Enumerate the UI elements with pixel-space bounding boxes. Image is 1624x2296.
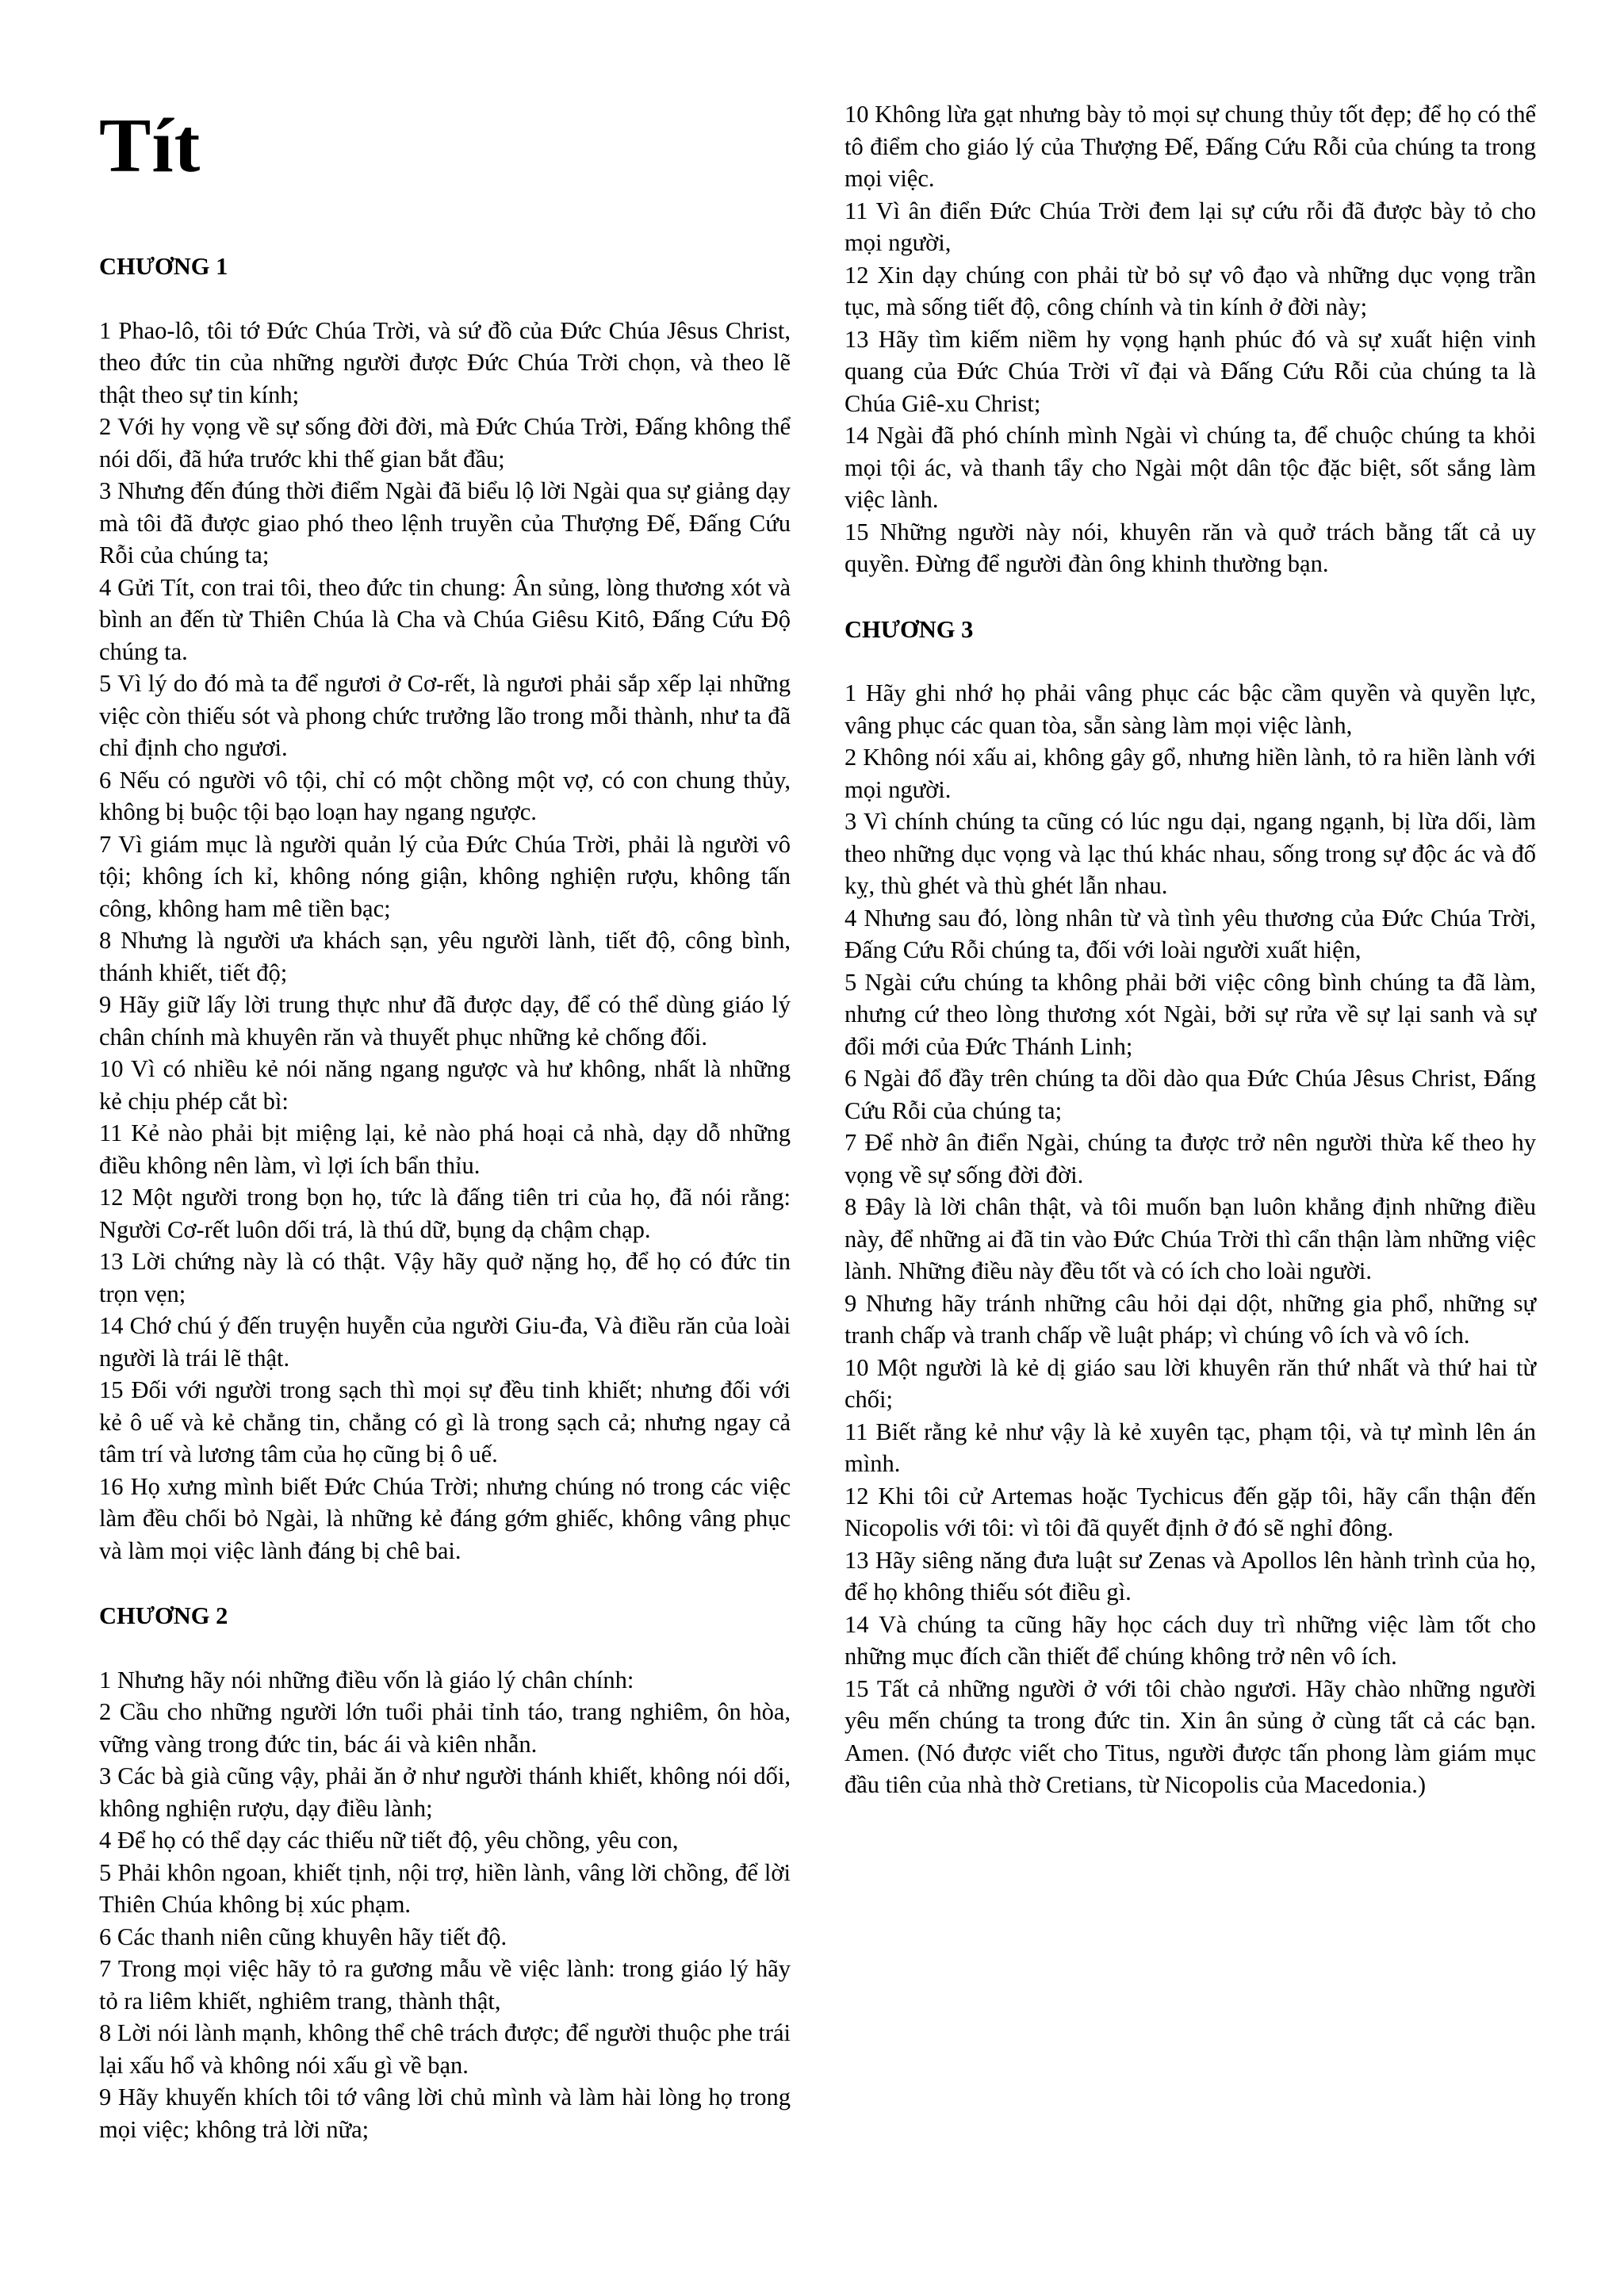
verse: 6 Các thanh niên cũng khuyên hãy tiết độ. <box>99 1923 508 1950</box>
verse: 3 Các bà già cũng vậy, phải ăn ở như người thánh khiết, không nói dối, không nghiện rượu, dạy điều lành; <box>99 1762 791 1822</box>
verse: 15 Tất cả những người ở với tôi chào ngươi. Hãy chào những người yêu mến chúng ta trong đức tin. Xin ân sủng ở cùng tất cả các bạn. Amen. (Nó được viết cho Titus, người được tấn phong làm giám mục đầu tiên của nhà thờ Cretians, từ Nicopolis của Macedonia.) <box>845 1674 1536 1798</box>
chapter-heading: CHƯƠNG 1 <box>99 253 228 280</box>
chapter-2-part-2 <box>845 98 1536 580</box>
verse: 9 Hãy giữ lấy lời trung thực như đã được dạy, để có thể dùng giáo lý chân chính mà khuyên răn và thuyết phục những kẻ chống đối. <box>99 991 791 1050</box>
verse: 6 Ngài đổ đầy trên chúng ta dồi dào qua Đức Chúa Jêsus Christ, Đấng Cứu Rỗi của chúng ta; <box>845 1065 1536 1124</box>
verse: 1 Nhưng hãy nói những điều vốn là giáo lý chân chính: <box>99 1666 634 1693</box>
verse: 1 Phao-lô, tôi tớ Đức Chúa Trời, và sứ đồ của Đức Chúa Jêsus Christ, theo đức tin của những người được Đức Chúa Trời chọn, và theo lẽ thật theo sự tin kính; <box>99 316 791 408</box>
chapter-heading: CHƯƠNG 2 <box>99 1602 228 1629</box>
verse: 4 Nhưng sau đó, lòng nhân từ và tình yêu thương của Đức Chúa Trời, Đấng Cứu Rỗi chúng ta, đối với loài người xuất hiện, <box>845 904 1536 963</box>
verse: 2 Không nói xấu ai, không gây gổ, nhưng hiền lành, tỏ ra hiền lành với mọi người. <box>845 744 1536 803</box>
book-title: Tít <box>99 103 201 189</box>
verse: 4 Gửi Tít, con trai tôi, theo đức tin chung: Ân sủng, lòng thương xót và bình an đến từ Thiên Chúa là Cha và Chúa Giêsu Kitô, Đấng Cứu Độ chúng ta. <box>99 573 791 665</box>
verse: 7 Trong mọi việc hãy tỏ ra gương mẫu về việc lành: trong giáo lý hãy tỏ ra liêm khiết, nghiêm trang, thành thật, <box>99 1955 791 2015</box>
verse: 11 Biết rằng kẻ như vậy là kẻ xuyên tạc, phạm tội, và tự mình lên án mình. <box>845 1418 1536 1477</box>
verse: 14 Chớ chú ý đến truyện huyễn của người Giu-đa, Và điều răn của loài người là trái lẽ thật. <box>99 1312 791 1372</box>
verse: 15 Đối với người trong sạch thì mọi sự đều tinh khiết; nhưng đối với kẻ ô uế và kẻ chẳng tin, chẳng có gì là trong sạch cả; nhưng ngay cả tâm trí và lương tâm của họ cũng bị ô uế. <box>99 1376 791 1468</box>
verse: 1 Hãy ghi nhớ họ phải vâng phục các bậc cầm quyền và quyền lực, vâng phục các quan tòa, sẵn sàng làm mọi việc lành, <box>845 679 1536 739</box>
verse: 10 Không lừa gạt nhưng bày tỏ mọi sự chung thủy tốt đẹp; để họ có thể tô điểm cho giáo lý của Thượng Đế, Đấng Cứu Rỗi của chúng ta trong mọi việc. <box>845 101 1536 192</box>
chapter-heading: CHƯƠNG 3 <box>845 615 974 643</box>
verse: 6 Nếu có người vô tội, chỉ có một chồng một vợ, có con chung thủy, không bị buộc tội bạo loạn hay ngang ngược. <box>99 766 791 825</box>
verse: 13 Hãy siêng năng đưa luật sư Zenas và Apollos lên hành trình của họ, để họ không thiếu sót điều gì. <box>845 1546 1536 1605</box>
verse: 3 Nhưng đến đúng thời điểm Ngài đã biểu lộ lời Ngài qua sự giảng dạy mà tôi đã được giao phó theo lệnh truyền của Thượng Đế, Đấng Cứu Rỗi của chúng ta; <box>99 477 791 568</box>
verse: 14 Và chúng ta cũng hãy học cách duy trì những việc làm tốt cho những mục đích cần thiết để chúng không trở nên vô ích. <box>845 1610 1536 1670</box>
verse: 13 Hãy tìm kiếm niềm hy vọng hạnh phúc đó và sự xuất hiện vinh quang của Đức Chúa Trời vĩ đại và Đấng Cứu Rỗi của chúng ta là Chúa Giê-xu Christ; <box>845 325 1536 417</box>
verse: 12 Khi tôi cử Artemas hoặc Tychicus đến gặp tôi, hãy cẩn thận đến Nicopolis với tôi: vì tôi đã quyết định ở đó sẽ nghỉ đông. <box>845 1482 1536 1541</box>
verse: 8 Đây là lời chân thật, và tôi muốn bạn luôn khẳng định những điều này, để những ai đã tin vào Đức Chúa Trời thì cẩn thận làm những việc lành. Những điều này đều tốt và có ích cho loài người. <box>845 1193 1536 1284</box>
verse: 5 Ngài cứu chúng ta không phải bởi việc công bình chúng ta đã làm, nhưng cứ theo lòng thương xót Ngài, bởi sự rửa về sự lại sanh và sự đổi mới của Đức Thánh Linh; <box>845 968 1536 1060</box>
verse: 9 Nhưng hãy tránh những câu hỏi dại dột, những gia phổ, những sự tranh chấp và tranh chấp về luật pháp; vì chúng vô ích và vô ích. <box>845 1289 1536 1349</box>
verse: 8 Nhưng là người ưa khách sạn, yêu người lành, tiết độ, công bình, thánh khiết, tiết độ; <box>99 927 791 986</box>
left-column <box>99 103 791 2179</box>
verse: 11 Vì ân điển Đức Chúa Trời đem lại sự cứu rỗi đã được bày tỏ cho mọi người, <box>845 197 1536 256</box>
chapter-3 <box>845 614 1536 1801</box>
verse: 11 Kẻ nào phải bịt miệng lại, kẻ nào phá hoại cả nhà, dạy dỗ những điều không nên làm, vì lợi ích bẩn thỉu. <box>99 1119 791 1179</box>
verse: 13 Lời chứng này là có thật. Vậy hãy quở nặng họ, để họ có đức tin trọn vẹn; <box>99 1248 791 1307</box>
verse: 10 Một người là kẻ dị giáo sau lời khuyên răn thứ nhất và thứ hai từ chối; <box>845 1353 1536 1413</box>
verse: 2 Với hy vọng về sự sống đời đời, mà Đức Chúa Trời, Đấng không thể nói dối, đã hứa trước khi thế gian bắt đầu; <box>99 413 791 473</box>
verse: 5 Vì lý do đó mà ta để ngươi ở Cơ-rết, là ngươi phải sắp xếp lại những việc còn thiếu sót và phong chức trưởng lão trong mỗi thành, như ta đã chỉ định cho ngươi. <box>99 670 791 761</box>
verse: 2 Cầu cho những người lớn tuổi phải tỉnh táo, trang nghiêm, ôn hòa, vững vàng trong đức tin, bác ái và kiên nhẫn. <box>99 1698 791 1758</box>
verse: 15 Những người này nói, khuyên răn và quở trách bằng tất cả uy quyền. Đừng để người đàn ông khinh thường bạn. <box>845 518 1536 577</box>
verse: 16 Họ xưng mình biết Đức Chúa Trời; nhưng chúng nó trong các việc làm đều chối bỏ Ngài, là những kẻ đáng gớm ghiếc, không vâng phục và làm mọi việc lành đáng bị chê bai. <box>99 1472 791 1564</box>
verse: 4 Để họ có thể dạy các thiếu nữ tiết độ, yêu chồng, yêu con, <box>99 1827 679 1854</box>
verse: 5 Phải khôn ngoan, khiết tịnh, nội trợ, hiền lành, vâng lời chồng, để lời Thiên Chúa không bị xúc phạm. <box>99 1858 791 1918</box>
verse: 8 Lời nói lành mạnh, không thể chê trách được; để người thuộc phe trái lại xấu hổ và không nói xấu gì về bạn. <box>99 2019 791 2079</box>
chapter-1 <box>99 251 791 1567</box>
right-column <box>845 98 1536 1835</box>
verse: 14 Ngài đã phó chính mình Ngài vì chúng ta, để chuộc chúng ta khỏi mọi tội ác, và thanh tẩy cho Ngài một dân tộc đặc biệt, sốt sắng làm việc lành. <box>845 422 1536 513</box>
verse: 9 Hãy khuyến khích tôi tớ vâng lời chủ mình và làm hài lòng họ trong mọi việc; không trả lời nữa; <box>99 2084 791 2143</box>
verse: 10 Vì có nhiều kẻ nói năng ngang ngược và hư không, nhất là những kẻ chịu phép cắt bì: <box>99 1055 791 1115</box>
verse: 12 Một người trong bọn họ, tức là đấng tiên tri của họ, đã nói rằng: Người Cơ-rết luôn dối trá, là thú dữ, bụng dạ chậm chạp. <box>99 1184 791 1243</box>
verse: 3 Vì chính chúng ta cũng có lúc ngu dại, ngang ngạnh, bị lừa dối, làm theo những dục vọng và lạc thú khác nhau, sống trong sự độc ác và đố kỵ, thù ghét và thù ghét lẫn nhau. <box>845 808 1536 899</box>
chapter-2-part-1 <box>99 1600 791 2145</box>
verse: 12 Xin dạy chúng con phải từ bỏ sự vô đạo và những dục vọng trần tục, mà sống tiết độ, công chính và tin kính ở đời này; <box>845 261 1536 320</box>
verse: 7 Để nhờ ân điển Ngài, chúng ta được trở nên người thừa kế theo hy vọng về sự sống đời đời. <box>845 1129 1536 1188</box>
verse: 7 Vì giám mục là người quản lý của Đức Chúa Trời, phải là người vô tội; không ích kỉ, không nóng giận, không nghiện rượu, không tấn công, không ham mê tiền bạc; <box>99 830 791 922</box>
